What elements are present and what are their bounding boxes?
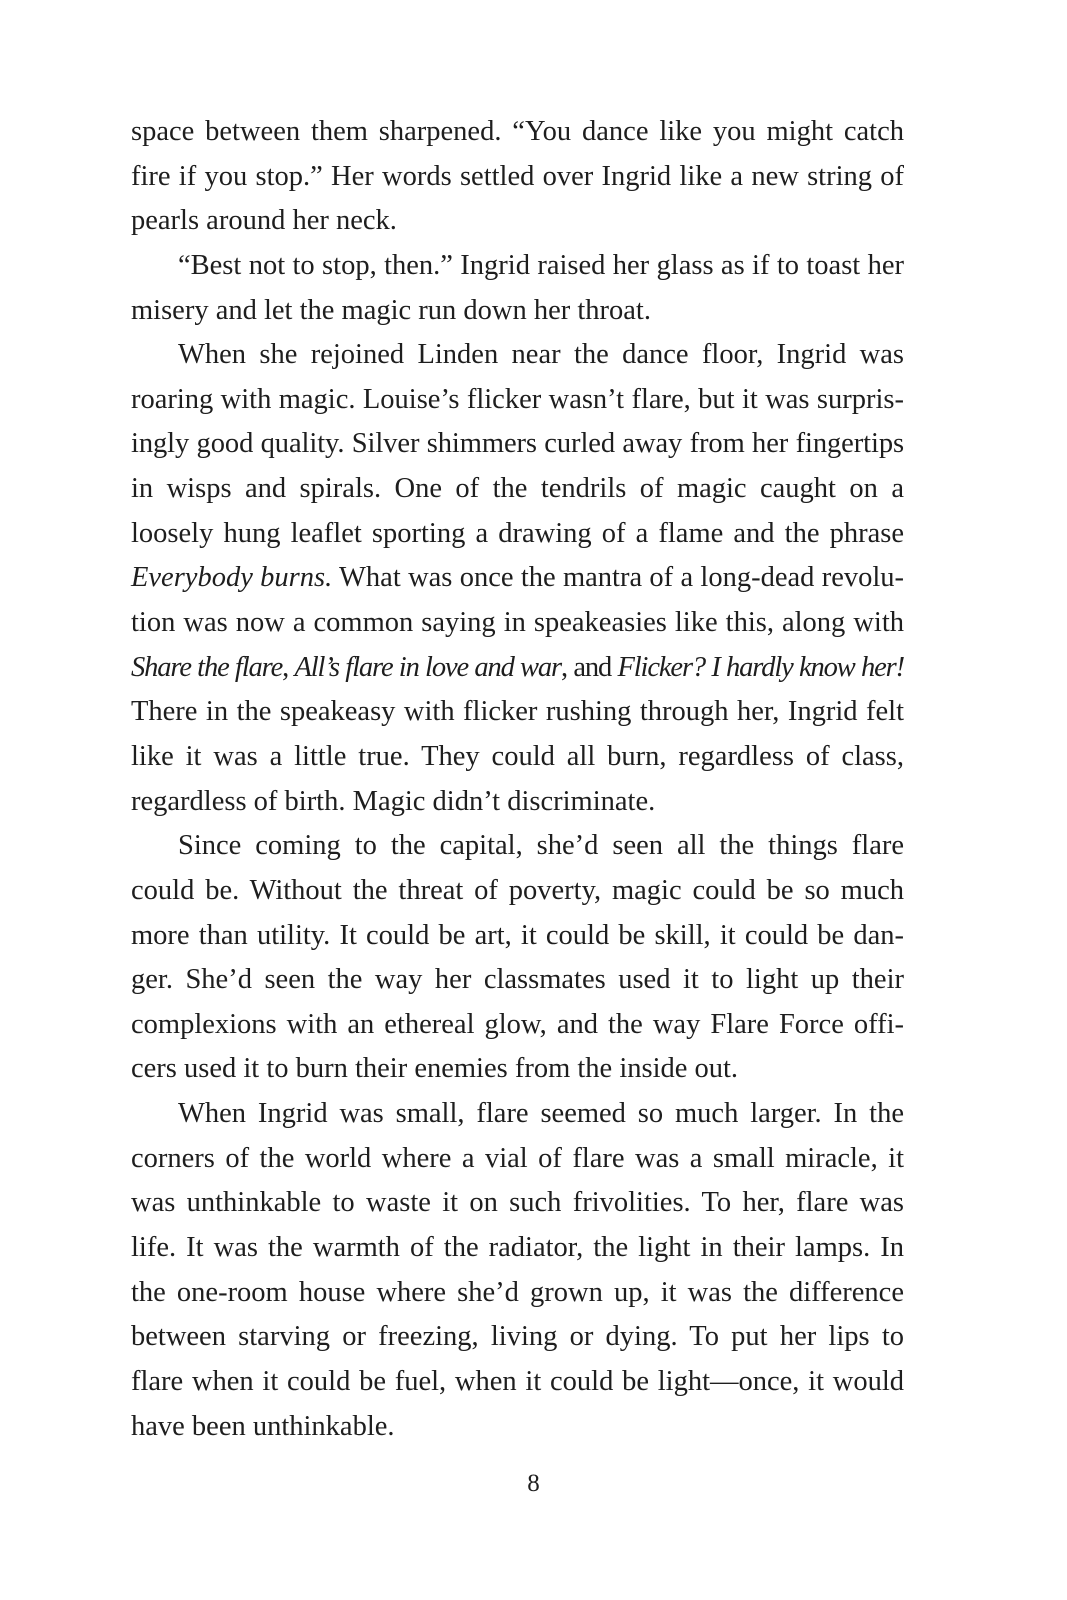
paragraph: [131, 824, 904, 1092]
text-line: [131, 556, 904, 601]
text-run: more than utility. It could be art, it could be skill, it could be dan-: [131, 919, 904, 951]
text-run: roaring with magic. Louise’s flicker wasn’t flare, but it was surpris-: [131, 383, 904, 415]
text-run: complexions with an ethereal glow, and the way Flare Force offi-: [131, 1008, 904, 1040]
text-line: [131, 155, 904, 200]
text-line: [131, 467, 904, 512]
text-run: life. It was the warmth of the radiator, the light in their lamps. In: [131, 1232, 904, 1264]
text-run: , and: [561, 651, 618, 683]
text-line: [131, 512, 904, 557]
text-line: [131, 1360, 904, 1405]
text-run: tion was now a common saying in speakeasies like this, along with: [131, 607, 904, 639]
italic-text: Share the flare: [131, 651, 283, 683]
text-line: [131, 378, 904, 423]
text-line: [131, 824, 904, 869]
text-line: [131, 244, 904, 289]
text-run: ger. She’d seen the way her classmates used it to light up their: [131, 964, 904, 996]
text-run: “Best not to stop, then.” Ingrid raised her glass as if to toast her: [178, 249, 904, 281]
text-run: loosely hung leaflet sporting a drawing of a flame and the phrase: [131, 517, 904, 549]
text-line: [131, 110, 904, 155]
text-line: [131, 869, 904, 914]
text-line: [131, 958, 904, 1003]
page-number: 8: [527, 1470, 540, 1497]
text-line: [131, 1137, 904, 1182]
text-run: in wisps and spirals. One of the tendrils of magic caught on a: [131, 473, 904, 505]
text-run: misery and let the magic run down her throat.: [131, 294, 651, 326]
text-line: [131, 333, 904, 378]
text-run: There in the speakeasy with flicker rushing through her, Ingrid felt: [131, 696, 904, 728]
text-line: [131, 601, 904, 646]
italic-text: Everybody burns.: [131, 562, 333, 594]
text-run: regardless of birth. Magic didn’t discriminate.: [131, 785, 656, 817]
text-line: [131, 1047, 904, 1092]
text-run: ingly good quality. Silver shimmers curled away from her fingertips: [131, 428, 904, 460]
paragraph: [131, 1092, 904, 1449]
text-run: pearls around her neck.: [131, 205, 397, 237]
text-run: between starving or freezing, living or dying. To put her lips to: [131, 1321, 904, 1353]
paragraph: [131, 244, 904, 333]
text-line: [131, 690, 904, 735]
text-line: [131, 646, 904, 691]
body-text: [131, 110, 904, 1449]
text-run: like it was a little true. They could all burn, regardless of class,: [131, 740, 904, 772]
text-line: [131, 289, 904, 334]
text-run: cers used it to burn their enemies from the inside out.: [131, 1053, 739, 1085]
text-line: [131, 1315, 904, 1360]
text-line: [131, 1092, 904, 1137]
text-run: space between them sharpened. “You dance like you might catch: [131, 116, 904, 147]
text-line: [131, 1405, 904, 1450]
text-run: could be. Without the threat of poverty, magic could be so much: [131, 874, 904, 906]
text-run: fire if you stop.” Her words settled over Ingrid like a new string of: [131, 160, 904, 192]
text-run: have been unthinkable.: [131, 1410, 395, 1442]
text-run: Since coming to the capital, she’d seen all the things flare: [178, 830, 904, 862]
text-line: [131, 1181, 904, 1226]
text-line: [131, 914, 904, 959]
text-run: corners of the world where a vial of flare was a small miracle, it: [131, 1142, 904, 1174]
italic-text: Flicker? I hardly know her!: [617, 651, 905, 683]
text-line: [131, 422, 904, 467]
text-line: [131, 780, 904, 825]
text-run: was unthinkable to waste it on such frivolities. To her, flare was: [131, 1187, 904, 1219]
paragraph: [131, 110, 904, 244]
text-run: When Ingrid was small, flare seemed so much larger. In the: [178, 1098, 904, 1130]
text-run: When she rejoined Linden near the dance floor, Ingrid was: [178, 339, 904, 371]
text-line: [131, 1003, 904, 1048]
text-run: ,: [282, 651, 295, 683]
text-run: flare when it could be fuel, when it could be light—once, it would: [131, 1365, 904, 1397]
text-line: [131, 735, 904, 780]
text-run: the one-room house where she’d grown up, it was the difference: [131, 1276, 904, 1308]
italic-text: All’s flare in love and war: [294, 651, 562, 683]
text-line: [131, 1226, 904, 1271]
text-line: [131, 1271, 904, 1316]
text-run: What was once the mantra of a long-dead revolu-: [332, 562, 905, 594]
text-line: [131, 199, 904, 244]
paragraph: [131, 333, 904, 824]
